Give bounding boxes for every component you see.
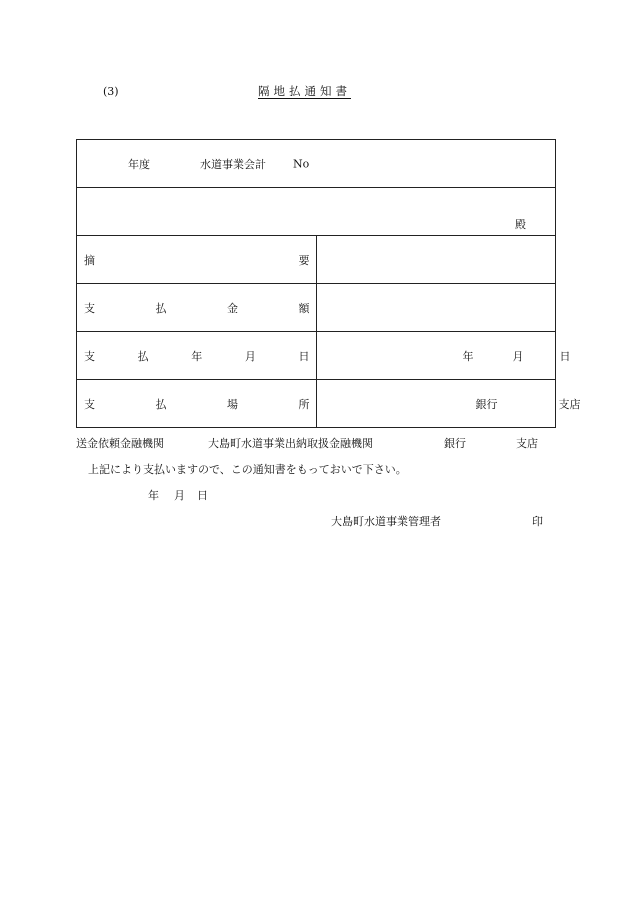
amount-label bbox=[84, 300, 310, 316]
date-day: 日 bbox=[559, 349, 571, 363]
summary-label bbox=[84, 252, 310, 268]
summary-label-cell bbox=[77, 236, 317, 284]
payment-date-label-char: 払 bbox=[137, 349, 149, 363]
payment-place-value-cell bbox=[316, 380, 581, 428]
payment-date-row bbox=[77, 332, 556, 380]
payment-date-label-char: 日 bbox=[298, 349, 310, 363]
amount-label-char: 金 bbox=[227, 301, 238, 315]
recipient-row bbox=[77, 188, 556, 236]
amount-row bbox=[77, 284, 556, 332]
amount-label-cell bbox=[77, 284, 317, 332]
summary-value-cell bbox=[316, 236, 556, 284]
fiscal-year-row bbox=[77, 140, 556, 188]
footer-branch-suffix: 支店 bbox=[516, 437, 538, 450]
issue-date-day: 日 bbox=[197, 489, 208, 502]
seal-mark: 印 bbox=[532, 515, 543, 528]
amount-label-char: 支 bbox=[84, 301, 95, 315]
notice-form-table bbox=[76, 139, 581, 428]
document-title: 隔地払通知書 bbox=[258, 84, 351, 98]
payment-place-label-cell bbox=[77, 380, 317, 428]
payment-date-value-cell bbox=[316, 332, 571, 380]
fiscal-year-label: 年度 bbox=[128, 157, 150, 171]
honorific-dono: 殿 bbox=[515, 218, 526, 231]
sender-institution-label: 送金依頼金融機関 bbox=[76, 437, 164, 450]
issue-date-month: 月 bbox=[174, 489, 185, 502]
issuer-name: 大島町水道事業管理者 bbox=[331, 515, 441, 528]
handling-institution: 大島町水道事業出納取扱金融機関 bbox=[208, 437, 373, 450]
payment-date-label bbox=[84, 348, 310, 364]
date-month: 月 bbox=[512, 349, 524, 363]
payment-date-label-cell bbox=[77, 332, 317, 380]
summary-label-char: 要 bbox=[298, 253, 310, 267]
summary-row bbox=[77, 236, 556, 284]
form-number: (3) bbox=[103, 85, 119, 98]
recipient-cell bbox=[77, 188, 556, 236]
branch-suffix: 支店 bbox=[558, 397, 581, 411]
payment-place-label-char: 支 bbox=[84, 397, 95, 411]
date-year: 年 bbox=[462, 349, 474, 363]
payment-place-label-char: 場 bbox=[227, 397, 238, 411]
amount-label-char: 払 bbox=[155, 301, 167, 315]
payment-date-label-char: 年 bbox=[191, 349, 203, 363]
payment-place-label bbox=[84, 396, 310, 412]
footer-bank-suffix: 銀行 bbox=[444, 437, 466, 450]
payment-place-label-char: 払 bbox=[155, 397, 167, 411]
bank-suffix: 銀行 bbox=[475, 397, 498, 411]
account-name: 水道事業会計 bbox=[200, 157, 266, 171]
number-label: No bbox=[293, 157, 310, 170]
amount-value-cell bbox=[316, 284, 556, 332]
issue-date-year: 年 bbox=[148, 489, 159, 502]
payment-place-label-char: 所 bbox=[298, 397, 310, 411]
payment-date-label-char: 月 bbox=[244, 349, 256, 363]
amount-label-char: 額 bbox=[298, 301, 310, 315]
fiscal-year-cell bbox=[77, 140, 556, 188]
payment-place-row bbox=[77, 380, 556, 428]
payment-date-label-char: 支 bbox=[84, 349, 95, 363]
summary-label-char: 摘 bbox=[84, 253, 95, 267]
notice-text: 上記により支払いますので、この通知書をもっておいで下さい。 bbox=[88, 463, 407, 476]
